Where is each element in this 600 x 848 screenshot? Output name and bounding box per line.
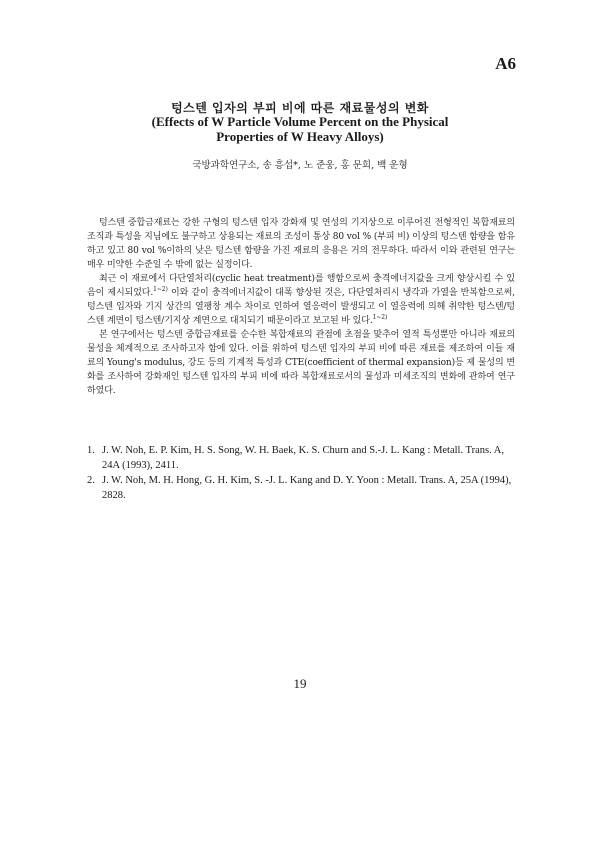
paragraph-text: 최근 이 재료에서 다단열처리(cyclic heat treatment)를 행함으로써 충격에너지값을 크게 향상시킬 수 있음이 제시되었다. xyxy=(87,274,515,298)
reference-list xyxy=(87,443,515,503)
paragraph-1 xyxy=(87,216,515,272)
reference-item xyxy=(87,473,515,503)
reference-text: J. W. Noh, M. H. Hong, G. H. Kim, S. -J. L. Kang and D. Y. Yoon : Metall. Trans. A, 25A (1994), 2828. xyxy=(102,475,512,501)
paragraph-text: 본 연구에서는 텅스텐 중합금재료를 순수한 복합재료의 관점에 초점을 맞추어 열적 특성뿐만 아니라 재료의 물성을 체계적으로 조사하고자 함에 있다. 이를 위하여 텅스텐 입자의 부피 비에 따른 재료를 제조하여 이들 재료의 Young's modulus, 강도 등의 기계적 특성과 CTE(coefficient of thermal expansion)등 제 물성의 변화를 조사하여 강화재인 텅스텐 입자의 부피 비에 따라 복합재료로서의 물성과 미세조직의 변화에 관하여 연구하였다. xyxy=(87,330,515,396)
section-code: A6 xyxy=(495,54,516,73)
title-english-line-2: Properties of W Heavy Alloys) xyxy=(216,129,384,144)
paragraph-text: 이와 같이 충격에너지값이 대폭 향상된 것은, 다단열처리시 냉각과 가열을 반복함으로써, 텅스텐 입자와 기지 상간의 열팽창 계수 차이로 인하여 열응력이 발생되고 이 열응력에 의해 취약한 텅스텐/텅스텐 계면이 텅스텐/기지상 계면으로 대치되기 때문이라고 보고된 바 있다. xyxy=(87,288,515,326)
paragraph-2 xyxy=(87,272,515,328)
paragraph-text: 텅스텐 중합금재료는 강한 구형의 텅스텐 입자 강화재 및 연성의 기지상으로 이루어진 전형적인 복합재료의 조직과 특성을 지님에도 불구하고 상용되는 재료의 조성이 통상 80 vol % (부피 비) 이상의 텅스텐 함량을 함유하고 있고 80 vol %이하의 낮은 텅스텐 함량을 가진 재료의 응용은 거의 전무하다. 따라서 이와 관련된 연구는 매우 미약한 수준일 수 밖에 없는 실정이다. xyxy=(87,218,515,270)
title-korean: 텅스텐 입자의 부피 비에 따른 재료물성의 변화 xyxy=(171,101,429,115)
title-english-line-1: (Effects of W Particle Volume Percent on the Physical xyxy=(151,114,449,129)
paragraph-3 xyxy=(87,328,515,398)
page-number: 19 xyxy=(293,676,307,691)
citation-superscript: 1~2) xyxy=(372,314,388,321)
reference-item xyxy=(87,443,515,473)
title-english xyxy=(0,114,600,144)
reference-number: 2. xyxy=(87,475,95,486)
reference-number: 1. xyxy=(87,445,95,456)
author-line: 국방과학연구소, 송 흥섭*, 노 준웅, 홍 문희, 백 운형 xyxy=(192,160,408,171)
citation-superscript: 1~2) xyxy=(153,286,168,293)
reference-text: J. W. Noh, E. P. Kim, H. S. Song, W. H. Baek, K. S. Churn and S.-J. L. Kang : Metall. Trans. A, 24A (1993), 2411. xyxy=(102,445,504,471)
abstract-body xyxy=(87,216,515,398)
